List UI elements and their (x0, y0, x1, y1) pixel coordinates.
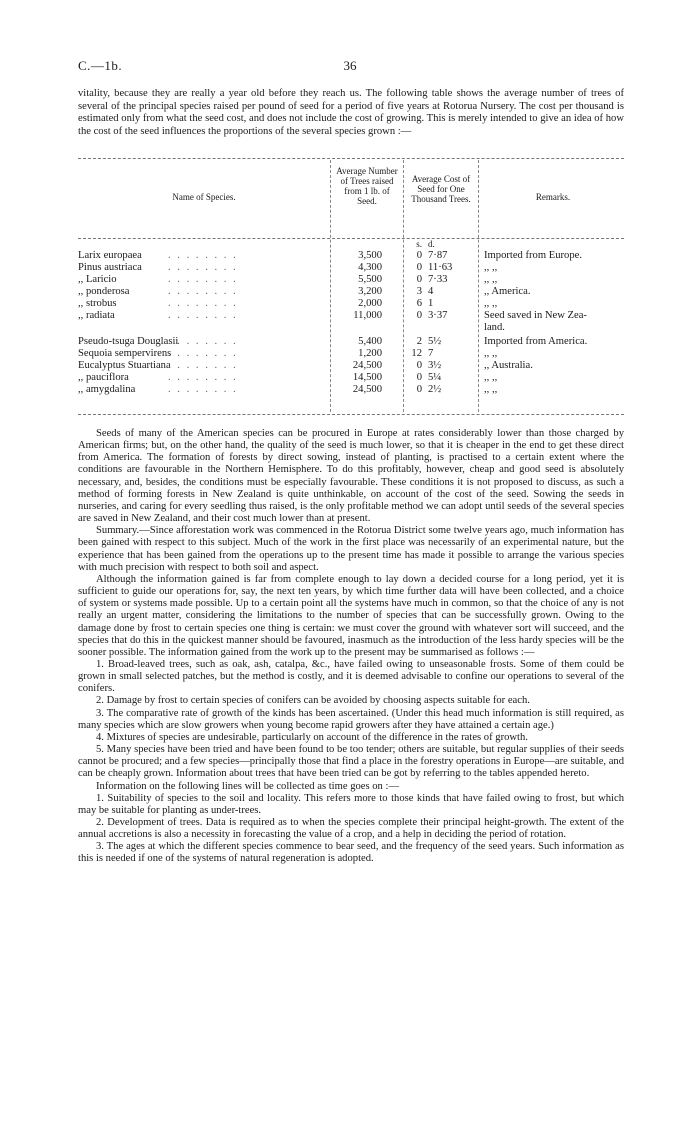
species-name: ,, ponderosa (78, 286, 130, 297)
body-paragraph: Although the information gained is far from complete enough to lay down a decided course for a long period, yet it is sufficient to guide our operations for, say, the next ten years, by which time further data will have been collected, and a choice of system or systems made possible. Up to a certain point all the systems have much in common, so that the choice of any is not really an urgent matter, considering the limitations to the number of species that can be successfully grown. Owing to the damage done by frost to certain species one thing is certain: we must cover the ground with whatever sort will succeed, and the species that do this in the quickest manner should be favoured, inasmuch as the introduction of the less hardy species will be the sooner possible. The information gained from the work up to the present may be summarised as follows :— (78, 573, 624, 658)
cost-pence: 3·37 (428, 310, 448, 321)
cost-shillings: 0 (416, 310, 422, 321)
document-reference: C.—1b. (78, 58, 123, 73)
header-trees: Average Number of Trees raised from 1 lb. of Seed. (336, 166, 398, 206)
trees-per-pound: 2,000 (358, 298, 382, 309)
cost-pence: 3½ (428, 360, 442, 371)
body-paragraph: 3. The ages at which the different species commence to bear seed, and the frequency of the seed years. Such information as this is needed if one of the systems of natural regeneration is adopted. (78, 841, 624, 865)
unit-pence: d. (428, 239, 435, 249)
cost-shillings: 2 (416, 336, 422, 347)
species-name: Larix europaea (78, 250, 142, 261)
cost-shillings: 3 (416, 286, 422, 297)
cost-pence: 11·63 (428, 262, 453, 273)
body-paragraph: 3. The comparative rate of growth of the kinds has been ascertained. (Under this head much information is still required, as many species which are slow growers when young become rapid growers after they have attained a certain age.) (78, 707, 624, 731)
table-row (78, 384, 624, 396)
cost-pence: 1 (428, 298, 434, 309)
header-species: Name of Species. (172, 192, 236, 202)
body-paragraph: Information on the following lines will be collected as time goes on :— (96, 780, 400, 792)
leader-dots: . . . . . . . . (168, 250, 238, 261)
table-row (78, 336, 624, 348)
table-row (78, 262, 624, 274)
table-bottom-rule (78, 414, 624, 415)
cost-pence: 7·87 (428, 250, 448, 261)
trees-per-pound: 3,500 (358, 250, 382, 261)
leader-dots: . . . . . . . . (168, 360, 238, 371)
species-name: ,, strobus (78, 298, 117, 309)
trees-per-pound: 14,500 (352, 372, 382, 383)
trees-per-pound: 1,200 (358, 348, 382, 359)
cost-pence: 2½ (428, 384, 442, 395)
species-name: ,, radiata (78, 310, 115, 321)
remarks-cell: Seed saved in New Zea- (484, 310, 587, 321)
cost-pence: 5¼ (428, 372, 442, 383)
remarks-cell: ,, ,, (484, 298, 498, 309)
leader-dots: . . . . . . . . (168, 310, 238, 321)
remarks-cell: ,, ,, (484, 262, 498, 273)
trees-per-pound: 11,000 (353, 310, 382, 321)
species-name: Sequoia sempervirens (78, 348, 172, 359)
body-paragraph: 5. Many species have been tried and have been found to be too tender; others are suitable, but regular supplies of their seeds cannot be procured; and a few species—principally those that find a place in the forestry operations in Europe—are suitable, and can be cheaply grown. Information about trees that have been tried can be got by referring to the tables appended hereto. (78, 744, 624, 780)
table-row (78, 372, 624, 384)
cost-pence: 5½ (428, 336, 442, 347)
cost-shillings: 0 (416, 262, 422, 273)
body-paragraph: 2. Damage by frost to certain species of conifers can be avoided by choosing aspects suitable for each. (96, 695, 530, 707)
trees-per-pound: 5,400 (358, 336, 382, 347)
cost-shillings: 0 (416, 250, 422, 261)
table-top-rule (78, 158, 624, 159)
body-paragraph: Summary.—Since afforestation work was commenced in the Rotorua District some twelve years ago, much information has been gained with respect to this subject. Much of the work in the first place was necessarily of an experimental nature, but the experience that has been gained from the operations up to the present time has made it possible to arrange the various species with much precision with respect to both soil and aspect. (78, 525, 624, 573)
body-paragraph: Seeds of many of the American species can be procured in Europe at rates considerably lower than those charged by American firms; but, on the other hand, the quality of the seed is much lower, so that it is cheaper in the end to get these direct from America. The formation of forests by direct sowing, instead of planting, is practised to a certain extent where the conditions are favourable in the Northern Hemisphere. To do this profitably, however, cheap and good seed is absolutely necessary, and, besides, the conditions must be especially favourable. These conditions it is not proposed to discuss, as such a method of forming forests in New Zealand is quite unthinkable, on account of the cost of the seed. Sowing the seeds in nurseries, and caring for every seedling thus raised, is the only profitable method we can adopt until seeds of the several species are saved in New Zealand, and their cost much lower than at present. (78, 428, 624, 525)
remarks-cell: Imported from America. (484, 336, 588, 347)
leader-dots: . . . . . . . . (168, 348, 238, 359)
remarks-cell: ,, ,, (484, 348, 498, 359)
unit-row (78, 238, 624, 250)
leader-dots: . . . . . . . . (168, 384, 238, 395)
unit-shillings: s. (416, 239, 422, 249)
trees-per-pound: 24,500 (352, 360, 382, 371)
intro-paragraph: vitality, because they are really a year old before they reach us. The following table shows the average number of trees of several of the principal species raised per pound of seed for a period of five years at Rotorua Nursery. The cost per thousand is estimated only from what the seed cost, and does not include the cost of growing. This is merely intended to give an idea of how the cost of the seed influences the proportions of the several species grown :— (78, 88, 624, 137)
leader-dots: . . . . . . . . (168, 262, 238, 273)
table-row (78, 360, 624, 372)
body-paragraph: 1. Broad-leaved trees, such as oak, ash, catalpa, &c., have failed owing to unseasonable frosts. Some of them could be grown in small selected patches, but the method is costly, and it is deemed advisable to confine our operations to several of the conifers. (78, 658, 624, 695)
trees-per-pound: 3,200 (358, 286, 382, 297)
table-row (78, 250, 624, 262)
cost-shillings: 12 (411, 348, 422, 359)
trees-per-pound: 5,500 (358, 274, 382, 285)
leader-dots: . . . . . . . . (168, 274, 238, 285)
header-remarks: Remarks. (535, 192, 571, 202)
leader-dots: . . . . . . . . (168, 298, 238, 309)
body-paragraph: 4. Mixtures of species are undesirable, particularly on account of the difference in the rates of growth. (96, 731, 528, 743)
leader-dots: . . . . . . . . (168, 336, 238, 347)
leader-dots: . . . . . . . . (168, 286, 238, 297)
species-name: ,, amygdalina (78, 384, 136, 395)
table-row (78, 286, 624, 298)
cost-shillings: 0 (416, 360, 422, 371)
cost-shillings: 0 (416, 384, 422, 395)
remarks-cell: Imported from Europe. (484, 250, 582, 261)
cost-shillings: 0 (416, 274, 422, 285)
species-name: Pseudo-tsuga Douglasii (78, 336, 179, 347)
body-text (78, 428, 624, 866)
remarks-cell: land. (484, 322, 505, 333)
remarks-cell: ,, ,, (484, 274, 498, 285)
table-row (78, 322, 624, 334)
species-name: ,, pauciflora (78, 372, 129, 383)
remarks-cell: ,, ,, (484, 372, 498, 383)
species-name: ,, Laricio (78, 274, 117, 285)
header-cost: Average Cost of Seed for One Thousand Trees. (411, 174, 471, 204)
table-row (78, 310, 624, 322)
remarks-cell: ,, ,, (484, 384, 498, 395)
cost-pence: 4 (428, 286, 434, 297)
cost-shillings: 0 (416, 372, 422, 383)
remarks-cell: ,, America. (484, 286, 531, 297)
trees-per-pound: 24,500 (352, 384, 382, 395)
cost-pence: 7 (428, 348, 434, 359)
species-name: Pinus austriaca (78, 262, 142, 273)
remarks-cell: ,, Australia. (484, 360, 533, 371)
species-name: Eucalyptus Stuartiana (78, 360, 171, 371)
body-paragraph: 2. Development of trees. Data is required as to when the species complete their principal height-growth. The extent of the annual accretions is also a necessity in forecasting the value of a crop, and a help in deciding the period of rotation. (78, 817, 624, 841)
table-row (78, 298, 624, 310)
trees-per-pound: 4,300 (358, 262, 382, 273)
page-header (78, 58, 622, 78)
page-number: 36 (343, 58, 357, 73)
cost-shillings: 6 (416, 298, 422, 309)
cost-pence: 7·33 (428, 274, 448, 285)
leader-dots: . . . . . . . . (168, 372, 238, 383)
table-row (78, 274, 624, 286)
table-row (78, 348, 624, 360)
body-paragraph: 1. Suitability of species to the soil and locality. This refers more to those kinds that have failed owing to frost, but which may be suitable for planting as under-trees. (78, 792, 624, 816)
